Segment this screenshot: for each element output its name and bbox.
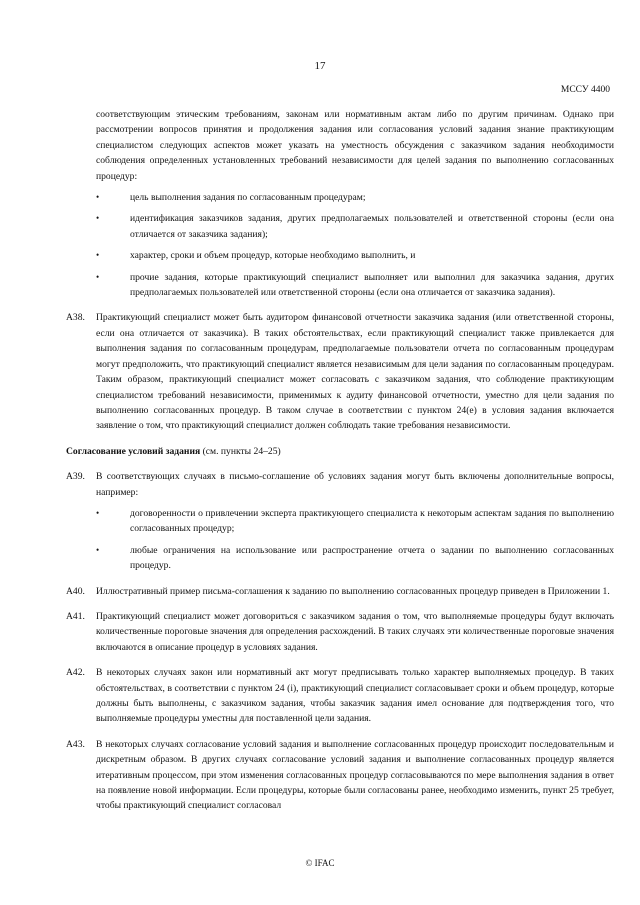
list-item-text: характер, сроки и объем процедур, которые необходимо выполнить, и: [130, 250, 416, 262]
section-heading: [66, 444, 614, 459]
paragraph-number: A41.: [66, 610, 85, 622]
paragraph-a40: [66, 584, 614, 599]
bullet-icon: •: [96, 213, 100, 224]
paragraph-a41: [66, 609, 614, 655]
list-item-text: цель выполнения задания по согласованным процедурам;: [130, 192, 366, 204]
paragraph-number: A39.: [66, 471, 85, 483]
bullet-icon: •: [96, 192, 100, 203]
paragraph-text: Практикующий специалист может договориться с заказчиком задания о том, что выполняемые процедуры будут включать количественные пороговые значения для определения расхождений. В таких случаях эти количественные пороговые значения включаются в описание процедур в условиях задания.: [96, 610, 614, 653]
list-item: [66, 543, 614, 574]
document-code: МССУ 4400: [560, 85, 610, 95]
paragraph-number: A42.: [66, 667, 85, 679]
bullet-icon: •: [96, 544, 100, 555]
list-item-text: договоренности о привлечении эксперта практикующего специалиста к некоторым аспектам задания по выполнению согласованных процедур;: [130, 507, 614, 535]
paragraph-a43: [66, 737, 614, 814]
page-number: 17: [314, 60, 326, 72]
section-heading-reference: (см. пункты 24–25): [200, 445, 281, 457]
paragraph-text: В некоторых случаях закон или нормативный акт могут предписывать только характер выполняемых процедур. В таких обстоятельствах, в соответствии с пунктом 24 (i), практикующий специалист согласовывает сроки и объем процедур, которые должны быть выполнены, с заказчиком задания, чтобы заказчик задания имел основание для подтверждения того, что выполняемые процедуры уместны для поставленной цели задания.: [96, 667, 614, 725]
bullet-icon: •: [96, 507, 100, 518]
paragraph-text: В соответствующих случаях в письмо-соглашение об условиях задания могут быть включены дополнительные вопросы, например:: [96, 471, 614, 498]
paragraph-a42: [66, 665, 614, 727]
paragraph-text: Практикующий специалист может быть аудитором финансовой отчетности заказчика задания (или ответственной стороны, если она отличается от заказчика). В таких обстоятельствах, если практикующий специалист также привлекается для выполнения задания по согласованным процедурам, предполагаемые пользователи отчета по согласованным процедурам могут предположить, что практикующий специалист является независимым для цели задания по согласованным процедурам. Таким образом, практикующий специалист может согласовать с заказчиком задания, что соблюдение практикующим специалистом требований независимости, применимых к аудиту финансовой отчетности, уместно для цели задания по выполнению согласованных процедур. В таком случае в соответствии с пунктом 24(е) в условия задания включается заявление о том, что практикующий специалист должен соблюдать такие требования независимости.: [96, 312, 614, 432]
document-body: [66, 107, 614, 814]
list-item: [66, 211, 614, 242]
paragraph-text: Иллюстративный пример письма-соглашения к заданию по выполнению согласованных процедур приведен в Приложении 1.: [96, 585, 610, 597]
intro-paragraph: соответствующим этическим требованиям, законам или нормативным актам либо по другим причинам. Однако при рассмотрении вопросов принятия и продолжения задания или согласования условий задания знание практикующим специалистом следующих аспектов может указать на уместность обсуждения с заказчиком задания необходимости соблюдения определенных установленных требований независимости для целей задания по выполнению согласованных процедур:: [96, 109, 614, 182]
list-item: [66, 248, 614, 263]
paragraph-a38: [66, 310, 614, 433]
list-item: [66, 190, 614, 205]
bullet-icon: •: [96, 271, 100, 282]
list-item-text: прочие задания, которые практикующий специалист выполняет или выполнил для заказчика задания, других предполагаемых пользователей или ответственной стороны (если она отличается от заказчика задания).: [130, 271, 614, 299]
list-item-text: любые ограничения на использование или распространение отчета о задании по выполнению согласованных процедур.: [130, 544, 614, 572]
section-heading-title: Согласование условий задания: [66, 445, 201, 457]
paragraph-number: A43.: [66, 738, 85, 750]
list-item: [66, 506, 614, 537]
list-item: [66, 270, 614, 301]
list-item-text: идентификация заказчиков задания, других предполагаемых пользователей и ответственной стороны (если она отличается от заказчика задания);: [130, 213, 614, 240]
footer-copyright: © IFAC: [305, 858, 335, 868]
paragraph-a39: [66, 469, 614, 500]
bullet-icon: •: [96, 250, 100, 261]
paragraph-text: В некоторых случаях согласование условий задания и выполнение согласованных процедур происходит последовательным и дискретным образом. В других случаях согласование условий задания и выполнение согласованных процедур является итеративным процессом, при этом изменения согласованных процедур согласовываются по мере выполнения задания в ответ на появление новой информации. Если процедуры, которые были согласованы ранее, необходимо изменить, пункт 25 требует, чтобы практикующий специалист согласовал: [96, 738, 614, 812]
paragraph-number: A38.: [66, 312, 85, 324]
paragraph-number: A40.: [66, 585, 85, 597]
